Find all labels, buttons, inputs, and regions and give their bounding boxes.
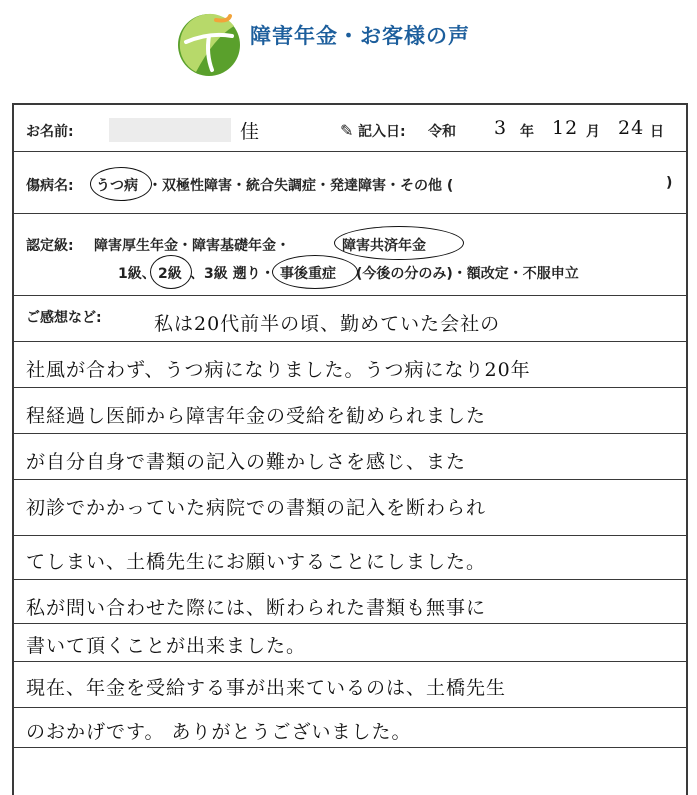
comment-line (14, 707, 686, 748)
comment-line (14, 433, 686, 480)
date-month: 12 (552, 117, 579, 139)
comment-line (14, 341, 686, 388)
name-date-row (14, 105, 686, 152)
name-suffix: 佳 (240, 121, 261, 143)
comment-text: 社風が合わず、うつ病になりました。うつ病になり20年 (26, 359, 531, 381)
date-year: 3 (494, 117, 508, 139)
comment-line (14, 295, 686, 342)
date-month-unit: 月 (586, 124, 600, 140)
disease-label: 傷病名: (26, 178, 74, 194)
comment-text: のおかげです。 ありがとうございました。 (26, 721, 412, 743)
comment-text: 現在、年金を受給する事が出来ているのは、土橋先生 (26, 677, 507, 699)
comment-line (14, 479, 686, 536)
page-header (0, 0, 697, 100)
comment-line (14, 623, 686, 662)
date-day: 24 (618, 117, 645, 139)
comment-text: てしまい、土橋先生にお願いすることにしました。 (26, 551, 487, 573)
grade-type-rest: (今後の分のみ)・額改定・不服申立 (356, 266, 579, 282)
comment-line (14, 535, 686, 580)
grade-pension-options: 障害厚生年金・障害基礎年金・ (94, 238, 290, 254)
comment-line (14, 387, 686, 434)
grade-level-prefix: 1級、 (118, 266, 156, 282)
pen-icon: ✎ (340, 121, 354, 140)
grade-label: 認定級: (26, 238, 74, 254)
comments-label: ご感想など: (26, 310, 102, 326)
comment-line (14, 661, 686, 708)
comments-section (14, 295, 686, 795)
disease-options: ・双極性障害・統合失調症・発達障害・その他 ( (148, 178, 454, 194)
disease-close-paren: ) (666, 175, 673, 191)
selection-circle (272, 255, 358, 289)
selection-circle (150, 255, 192, 289)
grade-pension-selected: 障害共済年金 (342, 238, 426, 254)
disease-row (14, 151, 686, 214)
comment-text: が自分自身で書類の記入の難かしさを感じ、また (26, 451, 467, 473)
leaf-circle-logo (176, 12, 242, 78)
testimonial-form (12, 103, 688, 795)
selection-circle (334, 226, 464, 260)
date-era: 令和 (428, 124, 456, 140)
comment-text: 書いて頂くことが出来ました。 (26, 635, 307, 657)
selection-circle (90, 167, 152, 201)
grade-level-rest: 、3級 遡り・ (190, 266, 275, 282)
grade-level-selected: 2級 (158, 266, 182, 282)
comment-text: 程経過し医師から障害年金の受給を勧められました (26, 405, 487, 427)
comment-text: 私が問い合わせた際には、断わられた書類も無事に (26, 597, 487, 619)
grade-type-selected: 事後重症 (280, 266, 336, 282)
name-label: お名前: (26, 124, 74, 140)
disease-selected: うつ病 (96, 178, 138, 194)
name-redaction (109, 118, 231, 142)
date-year-unit: 年 (520, 124, 534, 140)
comment-text: 私は20代前半の頃、勤めていた会社の (154, 313, 501, 335)
comment-text: 初診でかかっていた病院での書類の記入を断わられ (26, 497, 487, 519)
date-day-unit: 日 (650, 124, 664, 140)
page-title: 障害年金・お客様の声 (250, 24, 470, 48)
date-label: 記入日: (358, 124, 406, 140)
comment-line (14, 579, 686, 624)
grade-row (14, 213, 686, 296)
